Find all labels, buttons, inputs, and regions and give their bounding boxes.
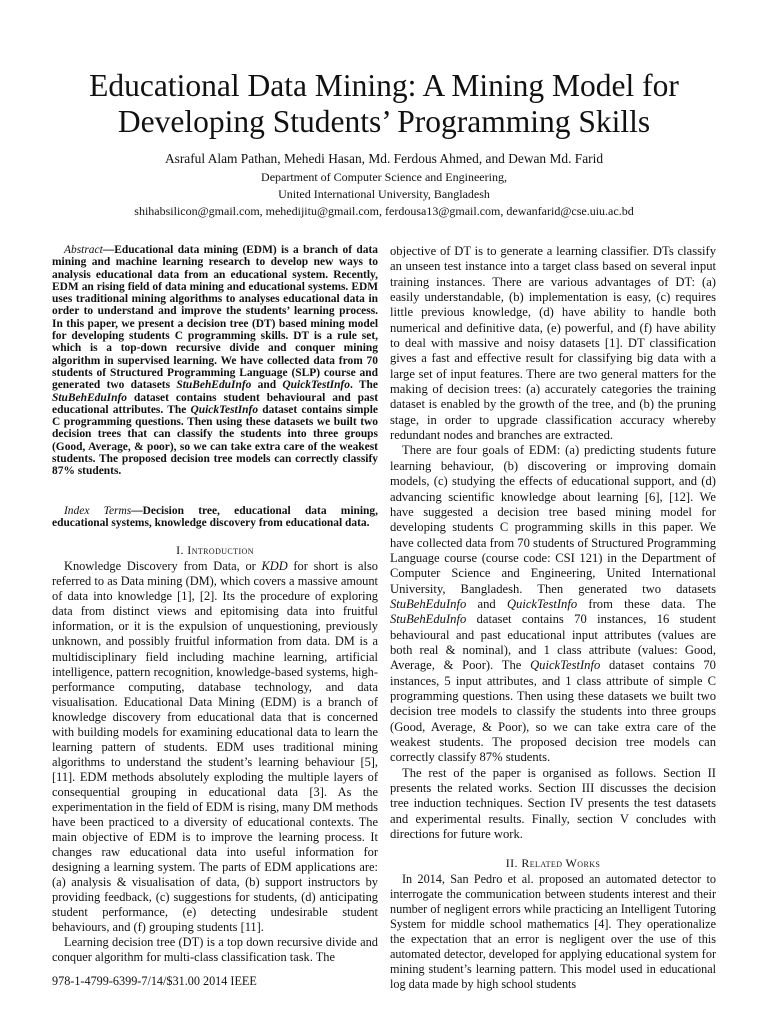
abstract-text-4: dataset contains simple C programming questions. Then using these datasets we built two decision trees that can classify the students into three groups (Good, Average, & poor), so we can take extra care of the weakest students. The proposed decision tree models can correctly classify 87% students.	[52, 403, 378, 478]
index-terms-text: —Decision tree, educational data mining, educational systems, knowledge discovery from educational data.	[52, 504, 378, 529]
affiliation-university: United International University, Bangladesh	[278, 187, 490, 201]
abstract-and: and	[251, 379, 283, 392]
section-1-heading: I. Introduction	[176, 543, 254, 558]
abstract-text-3: dataset contains student behavioural and past educational attributes. The	[52, 391, 378, 416]
intro-kdd: KDD	[261, 559, 288, 574]
intro-p3-dataset-3: StuBehEduInfo	[390, 612, 467, 627]
abstract-dataset-3: StuBehEduInfo	[52, 391, 128, 404]
intro-p3-and: and	[466, 596, 507, 611]
intro-paragraph-2: Learning decision tree (DT) is a top down recursive divide and conquer algorithm for multi-class classification task. The	[52, 935, 378, 965]
related-works-paragraph-1: In 2014, San Pedro et al. proposed an automated detector to interrogate the communication between students interest and their number of negligent errors while practicing an Intelligent Tutoring System for middle school mathematics [4]. They operationalize the expectation that an error is negligent over the use of this automated detector, developed for applying educational system for mining student’s learning pattern. This model used in educational log data made by high school students	[390, 872, 716, 992]
intro-p3-d: dataset contains 70 instances, 5 input attributes, and 1 class attribute of simple C programming questions. Then using these datasets we built two decision tree models to classify the students into three groups (Good, Average, & Poor), so we can take extra care of the weakest students. The proposed decision tree models can correctly classify 87% students.	[390, 658, 716, 765]
intro-p3-a: There are four goals of EDM: (a) predicting students future learning behaviour, (b) discovering or improving domain models, (c) studying the effects of educational support, and (d) advancing scientific knowledge about learning [6], [12]. We have suggested a decision tree based mining model for developing students C programming skills in this paper. We have collected data from 70 students of Structured Programming Language course (course code: CSI 121) in the Department of Computer Science and Engineering, United International University, Bangladesh. Then generated two datasets	[390, 443, 716, 596]
abstract-dataset-4: QuickTestInfo	[190, 403, 259, 416]
title-line-1: Educational Data Mining: A Mining Model for	[89, 68, 679, 103]
abstract-text-1: —Educational data mining (EDM) is a branch of data mining and machine learning research to develop new ways to analysis educational data from an educational system. Recently, EDM an rising field of data mining and educational systems. EDM uses traditional mining algorithms to analyses educational data in order to understand and improve the students’ learning process. In this paper, we present a decision tree (DT) based mining model for developing students C programming skills. DT is a rule set, which is a top-down recursive divide and conquer mining algorithm in supervised learning. We have collected data from 70 students of Structured Programming Language (SLP) course and generated two datasets	[52, 244, 378, 392]
title-line-2: Developing Students’ Programming Skills	[117, 104, 651, 139]
intro-paragraph-1	[52, 559, 378, 935]
left-column	[52, 244, 378, 966]
intro-paragraph-2-continued: objective of DT is to generate a learning classifier. DTs classify an unseen test instance into a target class based on several input training instances. There are various advantages of DT: (a) easily understandable, (b) implementation is easy, (c) requires little previous knowledge, (d) have ability to handle both numerical and definitive data, (e) powerful, and (f) have ability to deal with massive and noisy datasets [1]. DT classification gives a fast and effective result for classifying big data with a large set of input features. There are two general matters for the making of decision trees: (a) accurately categories the training dataset is enabled by the growth of the tree, and (b) the pruning stage, in order to upgrade classification accuracy whereby redundant nodes and branches are extracted.	[390, 244, 716, 443]
abstract-dataset-1: StuBehEduInfo	[176, 379, 252, 392]
abstract-dataset-2: QuickTestInfo	[282, 379, 350, 392]
intro-p3-dataset-4: QuickTestInfo	[530, 658, 601, 673]
index-terms	[52, 505, 378, 530]
author-list: Asraful Alam Pathan, Mehedi Hasan, Md. Ferdous Ahmed, and Dewan Md. Farid	[164, 151, 604, 166]
right-column	[390, 244, 716, 992]
intro-p3-dataset-1: StuBehEduInfo	[390, 596, 467, 611]
intro-p3-c: dataset contains 70 instances, 16 student behavioural and past educational input attributes (values are both real & nominal), and 1 class attribute (values: Good, Average, & Poor). The	[390, 612, 716, 673]
affiliation-department: Department of Computer Science and Engineering,	[261, 170, 507, 184]
intro-paragraph-3	[390, 443, 716, 765]
intro-p1-b: for short is also referred to as Data mining (DM), which covers a massive amount of data into knowledge [1], [2]. Its the procedure of exploring data from distinct views and epitomising data into fruitful information, or it is the expulsion of unquestioning, previously unknown, and possibly fruitful information from data. DM is a multidisciplinary field including machine learning, artificial intelligence, pattern recognition, knowledge-based systems, high-performance computing, database technology, and data visualisation. Educational Data Mining (EDM) is a branch of knowledge discovery from educational data that is concerned with building models for examining educational data to learn the learning pattern of students. EDM uses traditional mining algorithms to understand the student’s learning behaviour [5], [11]. EDM methods absolutely exploding the multiple layers of consequential grouping in educational data [3]. As the experimentation in the field of EDM is rising, many DM methods have been practiced to a diversity of educational contexts. The main objective of EDM is to improve the learning process. It changes raw educational data into useful information for designing a learning system. The parts of EDM applications are: (a) analysis & visualisation of data, (b) support instructors by providing feedback, (c) suggestions for students, (d) anticipating student performance, (e) detecting undesirable student behaviours, and (f) grouping students [11].	[52, 559, 378, 935]
section-2-heading: II. Related Works	[505, 856, 601, 871]
abstract-text-2: . The	[349, 379, 378, 392]
copyright-footer: 978-1-4799-6399-7/14/$31.00 2014 IEEE	[52, 974, 257, 988]
abstract	[52, 244, 378, 478]
author-emails: shihabsilicon@gmail.com, mehedijitu@gmail.com, ferdousa13@gmail.com, dewanfarid@cse.uiu.ac.bd	[134, 204, 634, 218]
paper-title	[40, 68, 728, 140]
intro-p3-b: from these data. The	[577, 596, 716, 611]
intro-paragraph-4: The rest of the paper is organised as follows. Section II presents the related works. Section III discusses the decision tree induction techniques. Section IV presents the test datasets and experimental results. Finally, section V concludes with directions for future work.	[390, 765, 716, 842]
affiliation-block	[40, 169, 728, 220]
intro-p1-a: Knowledge Discovery from Data, or	[64, 559, 262, 574]
abstract-lead: Abstract	[64, 244, 103, 256]
index-terms-lead: Index Terms	[64, 504, 132, 517]
intro-p3-dataset-2: QuickTestInfo	[506, 596, 578, 611]
